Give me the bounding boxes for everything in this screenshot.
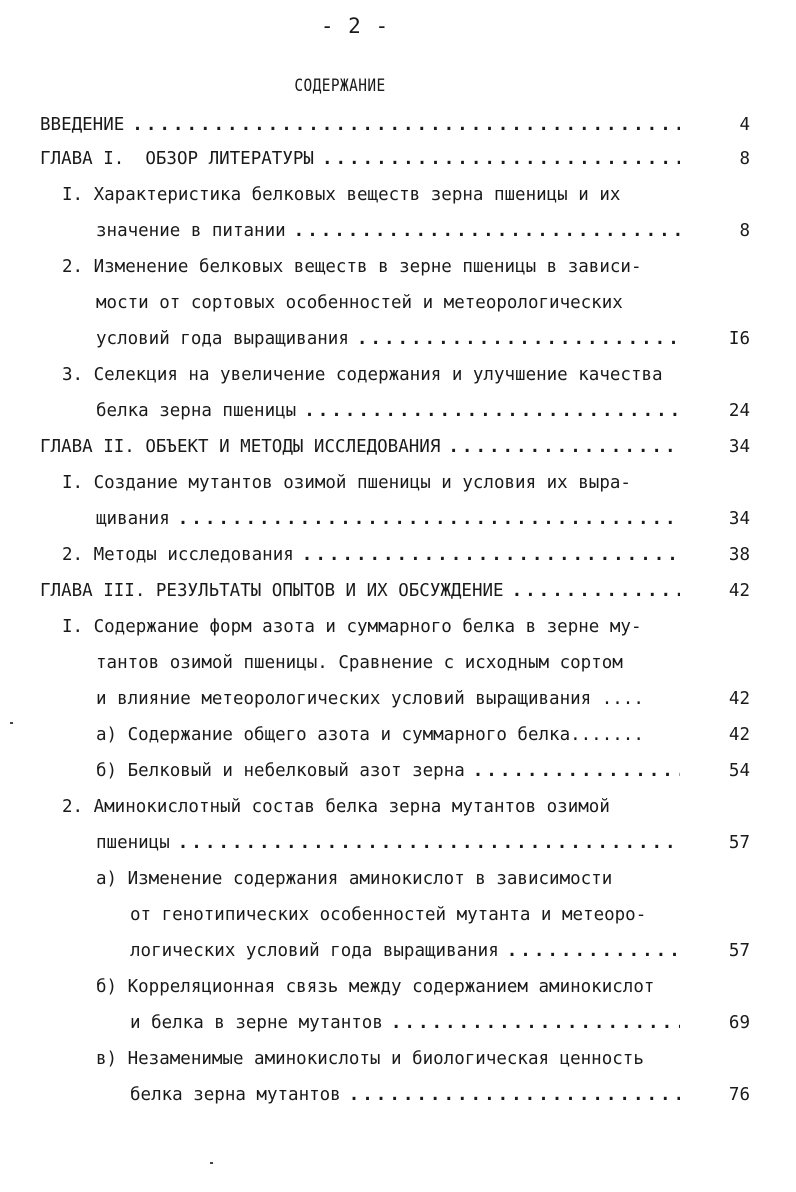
toc-entry-3-2-v-line1[interactable] (96, 1044, 644, 1074)
toc-entry-page: I6 (728, 329, 750, 349)
toc-entry-1-2-line2[interactable] (96, 288, 623, 318)
leader-dots (132, 110, 680, 140)
toc-entry-text: логических условий года выращивания (130, 941, 499, 961)
toc-entry-text: мости от сортовых особенностей и метеорологических (96, 293, 623, 313)
toc-entry-text: ГЛАВА III. РЕЗУЛЬТАТЫ ОПЫТОВ И ИХ ОБСУЖДЕНИЕ (40, 581, 504, 601)
toc-entry-text: ВВЕДЕНИЕ (40, 115, 125, 135)
leader-dots (391, 1008, 680, 1038)
leader-dots (349, 1080, 680, 1110)
leader-dots (294, 216, 680, 246)
toc-entry-2-1-line2[interactable] (96, 504, 680, 534)
scan-speck (10, 722, 13, 724)
toc-entry-3-2-a-line1[interactable] (96, 864, 612, 894)
toc-entry-3-2-v-line2[interactable] (130, 1080, 680, 1110)
leader-dots (178, 828, 680, 858)
toc-entry-3-1-line2[interactable] (96, 648, 623, 678)
toc-entry-text: и влияние метеорологических условий выращивания .... (96, 689, 644, 709)
toc-entry-text: б) Белковый и небелковый азот зерна (96, 761, 465, 781)
toc-entry-page: 57 (728, 833, 750, 853)
toc-entry-1-3-line2[interactable] (96, 396, 680, 426)
toc-entry-3-2-b-line2[interactable] (130, 1008, 680, 1038)
toc-entry-1-2-line1[interactable] (62, 252, 641, 282)
leader-dots (322, 144, 680, 174)
toc-entry-2-2[interactable] (62, 540, 680, 570)
toc-entry-text: 2. Изменение белковых веществ в зерне пшеницы в зависи- (62, 257, 642, 277)
toc-entry-page: 8 (739, 221, 750, 241)
toc-entry-1-1-line1[interactable] (62, 180, 620, 210)
toc-entry-3-1-line3[interactable] (96, 684, 644, 714)
toc-entry-page: 4 (739, 115, 750, 135)
toc-entry-text: б) Корреляционная связь между содержанием аминокислот (96, 977, 655, 997)
toc-entry-text: I. Содержание форм азота и суммарного белка в зерне му- (62, 617, 642, 637)
leader-dots (473, 756, 680, 786)
toc-entry-text: в) Незаменимые аминокислоты и биологическая ценность (96, 1049, 644, 1069)
toc-entry-page: 24 (728, 401, 750, 421)
toc-entry-page: 38 (728, 545, 750, 565)
toc-entry-text: I. Создание мутантов озимой пшеницы и условия их выра- (62, 473, 631, 493)
page-number: - 2 - (320, 14, 390, 38)
toc-entry-text: щивания (96, 509, 170, 529)
leader-dots (304, 396, 680, 426)
leader-dots (448, 432, 680, 462)
toc-entry-text: условий года выращивания (96, 329, 349, 349)
toc-entry-3-2-line2[interactable] (96, 828, 680, 858)
toc-entry-page: 69 (728, 1013, 750, 1033)
toc-entry-text: белка зерна пшеницы (96, 401, 297, 421)
toc-entry-page: 76 (728, 1085, 750, 1105)
leader-dots (507, 936, 680, 966)
toc-entry-text: а) Изменение содержания аминокислот в зависимости (96, 869, 613, 889)
toc-entry-text: белка зерна мутантов (130, 1085, 341, 1105)
toc-entry-page: 42 (728, 581, 750, 601)
toc-entry-page: 34 (728, 509, 750, 529)
toc-entry-text: пшеницы (96, 833, 170, 853)
toc-entry-1-3-line1[interactable] (62, 360, 663, 390)
scan-speck (210, 1162, 213, 1164)
toc-entry-page: 57 (728, 941, 750, 961)
toc-entry-page: 8 (739, 149, 750, 169)
toc-entry-page: 42 (728, 725, 750, 745)
toc-entry-text: тантов озимой пшеницы. Сравнение с исходным сортом (96, 653, 623, 673)
toc-entry-page: 34 (728, 437, 750, 457)
toc-entry-text: ГЛАВА I. ОБЗОР ЛИТЕРАТУРЫ (40, 149, 314, 169)
toc-entry-text: I. Характеристика белковых веществ зерна пшеницы и их (62, 185, 621, 205)
toc-entry-chapter-3[interactable] (40, 576, 680, 606)
toc-entry-text: значение в питании (96, 221, 286, 241)
toc-entry-text: 2. Методы исследования (62, 545, 294, 565)
toc-entry-text: 2. Аминокислотный состав белка зерна мутантов озимой (62, 797, 610, 817)
toc-entry-introduction[interactable] (40, 110, 680, 140)
toc-entry-text: от генотипических особенностей мутанта и метеоро- (130, 905, 647, 925)
toc-entry-chapter-1[interactable] (40, 144, 680, 174)
toc-entry-page: 54 (728, 761, 750, 781)
toc-entry-3-2-a-line3[interactable] (130, 936, 680, 966)
toc-title: СОДЕРЖАНИЕ (294, 76, 386, 96)
toc-entry-text: и белка в зерне мутантов (130, 1013, 383, 1033)
leader-dots (302, 540, 680, 570)
toc-entry-3-2-b-line1[interactable] (96, 972, 654, 1002)
toc-entry-3-1-a[interactable] (96, 720, 644, 750)
toc-entry-3-2-a-line2[interactable] (130, 900, 646, 930)
toc-entry-text: 3. Селекция на увеличение содержания и улучшение качества (62, 365, 663, 385)
toc-entry-3-1-line1[interactable] (62, 612, 641, 642)
toc-entry-text: а) Содержание общего азота и суммарного белка....... (96, 725, 644, 745)
toc-entry-3-1-b[interactable] (96, 756, 680, 786)
toc-entry-chapter-2[interactable] (40, 432, 680, 462)
toc-entry-3-2-line1[interactable] (62, 792, 610, 822)
toc-entry-text: ГЛАВА II. ОБЪЕКТ И МЕТОДЫ ИССЛЕДОВАНИЯ (40, 437, 441, 457)
leader-dots (512, 576, 680, 606)
toc-entry-2-1-line1[interactable] (62, 468, 631, 498)
toc-entry-page: 42 (728, 689, 750, 709)
leader-dots (357, 324, 680, 354)
toc-entry-1-2-line3[interactable] (96, 324, 680, 354)
leader-dots (178, 504, 680, 534)
toc-entry-1-1-line2[interactable] (96, 216, 680, 246)
